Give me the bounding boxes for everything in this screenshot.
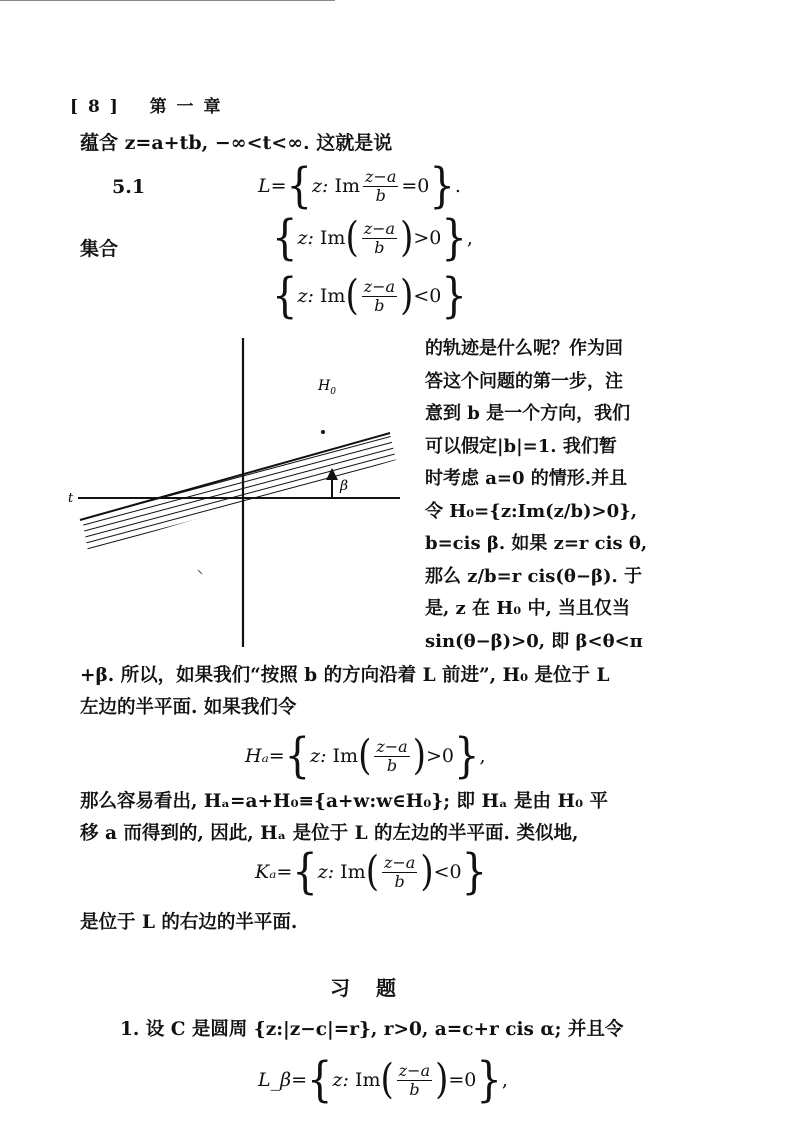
paren-left: (: [345, 272, 359, 320]
brace-left: {: [272, 210, 298, 266]
brace-left: {: [292, 844, 318, 900]
paren-right: ): [400, 272, 414, 320]
text-line: 左边的半平面. 如果我们令: [80, 697, 297, 718]
fraction-numerator: z−a: [376, 736, 408, 756]
fraction: [363, 168, 398, 204]
side-text: [425, 333, 647, 658]
eq-op: Im: [334, 175, 360, 197]
equation-5-1: [258, 158, 461, 214]
page-number: [ 8 ]: [70, 97, 120, 117]
fraction-denominator: b: [375, 185, 386, 205]
side-line: 意到 b 是一个方向，我们: [425, 403, 631, 424]
eq-set-var: z:: [310, 745, 327, 767]
h0-label: $H_0$: [318, 378, 336, 397]
eq-set-var: z:: [312, 175, 329, 197]
fraction-denominator: b: [374, 237, 385, 257]
side-line: 令 H₀={z:Im(z/b)>0},: [425, 500, 638, 522]
fraction-denominator: b: [394, 871, 405, 891]
side-line: b=cis β. 如果 z=r cis θ,: [425, 533, 648, 554]
set-tail: ,: [466, 227, 473, 249]
page-header: [70, 92, 222, 117]
brace-right: }: [441, 268, 467, 324]
continuation-text: [80, 660, 610, 724]
text-line: 那么容易看出, Hₐ=a+H₀≡{a+w:w∈H₀}; 即 Hₐ 是由 H₀ 平: [80, 791, 609, 812]
set-op: Im: [319, 285, 346, 307]
half-plane-figure: [60, 332, 410, 652]
point-marker: [321, 430, 325, 434]
brace-left: {: [272, 268, 298, 324]
fraction-denominator: b: [374, 295, 385, 315]
exercise-item-1: 1. 设 C 是圆周 {z:|z−c|=r}, r>0, a=c+r cis α; 并且令: [120, 1019, 624, 1040]
fraction-numerator: z−a: [363, 218, 396, 238]
eq-op: Im: [340, 861, 366, 883]
side-line: 时考虑 a=0 的情形.并且: [425, 468, 628, 489]
side-line: 可以假定|b|=1. 我们暂: [425, 435, 617, 457]
eq-lhs: L=: [258, 175, 287, 197]
text-line: 移 a 而得到的, 因此, Hₐ 是位于 L 的左边的半平面. 类似地,: [80, 823, 579, 844]
eq-lhs: Hₐ=: [245, 745, 285, 767]
exercises-heading: 习题: [330, 976, 422, 1000]
eq-rhs: =0: [448, 1069, 477, 1091]
eq-tail: .: [454, 175, 461, 197]
fraction-numerator: z−a: [363, 276, 396, 296]
hatched-half-plane: [82, 434, 396, 551]
brace-right: }: [461, 844, 488, 900]
eq-lhs: L_β=: [258, 1069, 308, 1091]
equation-ka: [255, 844, 488, 900]
chapter-title: 第 一 章: [149, 97, 223, 117]
eq-lhs: Kₐ=: [255, 861, 293, 883]
eq-op: Im: [332, 745, 359, 767]
paren-right: ): [412, 732, 426, 780]
eq-tail: ,: [479, 745, 486, 767]
fraction: [362, 278, 397, 314]
side-line: 答这个问题的第一步，注: [425, 370, 623, 392]
brace-left: {: [286, 158, 312, 214]
equation-l-beta: [258, 1052, 508, 1108]
paragraph-translation: [80, 786, 608, 850]
fraction: [374, 738, 409, 774]
fraction-numerator: z−a: [383, 852, 416, 872]
text-line: +β. 所以，如果我们“按照 b 的方向沿着 L 前进”, H₀ 是位于 L: [80, 665, 610, 686]
brace-right: }: [441, 210, 467, 266]
fraction-denominator: b: [409, 1079, 420, 1099]
axis-tick-label: t: [68, 491, 74, 506]
set-lower: [272, 268, 467, 324]
fraction: [382, 854, 417, 890]
set-relation: <0: [413, 285, 442, 307]
eq-relation: <0: [433, 861, 462, 883]
brace-right: }: [454, 728, 480, 784]
scan-mark: [198, 570, 202, 574]
paragraph-intro: 蕴含 z=a+tb, −∞<t<∞. 这就是说: [80, 132, 393, 154]
equation-number: 5.1: [112, 176, 146, 198]
eq-relation: >0: [425, 745, 454, 767]
brace-right: }: [429, 158, 455, 214]
side-line: 那么 z/b=r cis(θ−β). 于: [425, 565, 643, 587]
paren-right: ): [420, 848, 434, 896]
set-upper: [272, 210, 473, 266]
paren-right: ): [400, 214, 414, 262]
paren-left: (: [358, 732, 372, 780]
brace-right: }: [476, 1052, 502, 1108]
paragraph-right-half-plane: 是位于 L 的右边的半平面.: [80, 912, 298, 933]
side-line: 是, z 在 H₀ 中, 当且仅当: [425, 598, 630, 619]
fraction: [362, 220, 397, 256]
fraction-denominator: b: [386, 755, 398, 775]
eq-op: Im: [354, 1069, 381, 1091]
paren-right: ): [435, 1056, 449, 1104]
paren-left: (: [365, 848, 379, 896]
fraction-numerator: z−a: [398, 1060, 431, 1080]
fraction-numerator: z−a: [365, 166, 397, 186]
brace-left: {: [307, 1052, 333, 1108]
eq-set-var: z:: [332, 1069, 349, 1091]
set-var: z:: [297, 285, 314, 307]
brace-left: {: [284, 728, 311, 784]
beta-label: β: [340, 478, 349, 494]
equation-ha: [245, 728, 486, 784]
eq-rhs: =0: [401, 175, 430, 197]
eq-tail: ,: [501, 1069, 508, 1091]
eq-set-var: z:: [317, 861, 335, 883]
set-relation: >0: [413, 227, 442, 249]
fraction: [397, 1062, 432, 1098]
side-line: sin(θ−β)>0, 即 β<θ<π: [425, 630, 643, 652]
set-var: z:: [297, 227, 314, 249]
sets-label: 集合: [80, 238, 119, 260]
paren-left: (: [380, 1056, 394, 1104]
set-op: Im: [319, 227, 346, 249]
paren-left: (: [345, 214, 359, 262]
side-line: 的轨迹是什么呢？作为回: [425, 338, 623, 359]
top-rule: [0, 0, 335, 1]
